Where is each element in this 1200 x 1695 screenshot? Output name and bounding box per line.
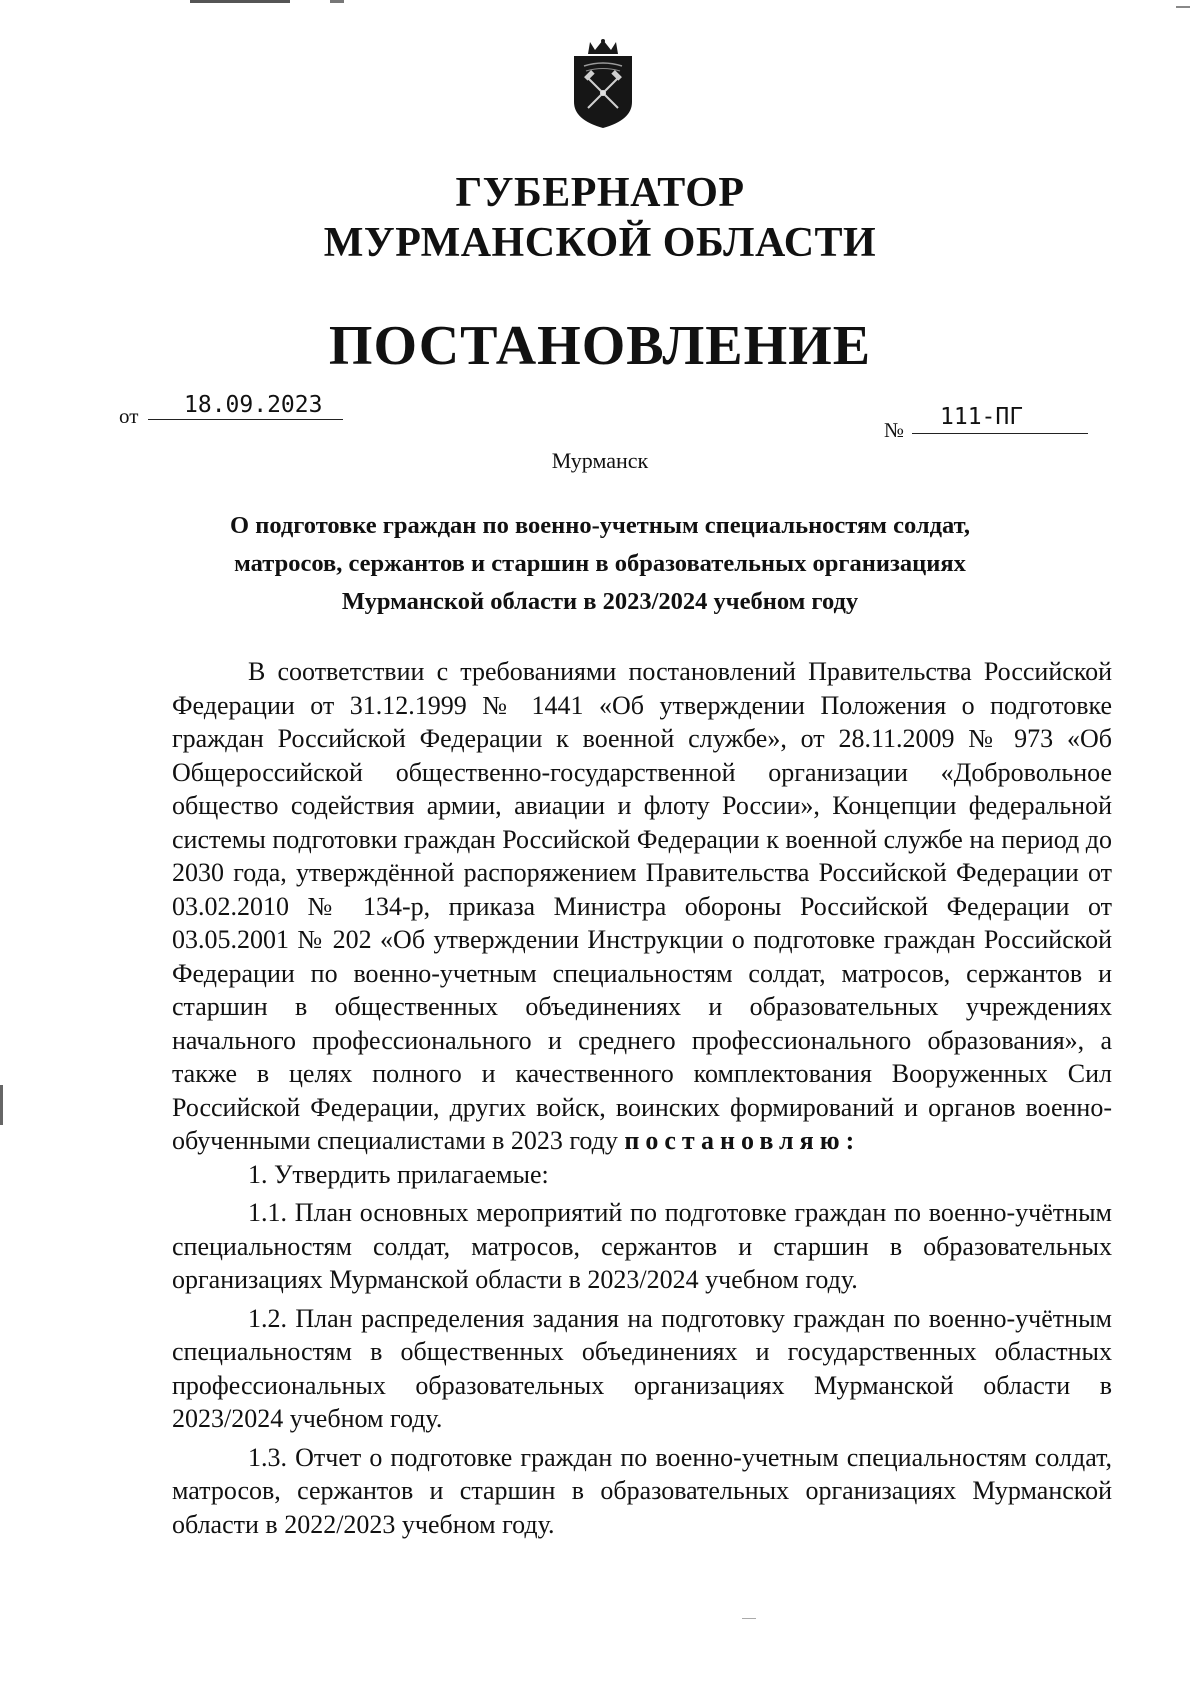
number-field: 111-ПГ bbox=[912, 404, 1088, 434]
preamble-text: В соответствии с требованиями постановлений Правительства Российской Федерации от 31.12.1999 № 1441 «Об утверждении Положения о подготовке граждан Российской Федерации к военной службе», от 28.11.2009 № 973 «Об Общероссийской общественно-государственной организации «Добровольное общество содействия армии, авиации и флоту России», Концепции федеральной системы подготовки граждан Российской Федерации к военной службе на период до 2030 года, утверждённой распоряжением Правительства Российской Федерации от 03.02.2010 № 134-р, приказа Министра обороны Российской Федерации от 03.05.2001 № 202 «Об утверждении Инструкции о подготовке граждан Российской Федерации по военно-учетным специальностям солдат, матросов, сержантов и старшин в общественных объединениях и образовательных учреждениях начального профессионального и среднего профессионального образования», а также в целях полного и качественного комплектования Вооруженных Сил Российской Федерации, других войск, воинских формирований и органов военно-обученными специалистами в 2023 году bbox=[172, 657, 1112, 1155]
org-title-line2: МУРМАНСКОЙ ОБЛАСТИ bbox=[323, 220, 877, 266]
city-name: Мурманск bbox=[551, 448, 649, 473]
document-type-heading: ПОСТАНОВЛЕНИЕ bbox=[328, 315, 872, 377]
scan-artifact bbox=[190, 0, 290, 3]
document-subject: О подготовке граждан по военно-учетным специальностям солдат, матросов, сержантов и старшин в образовательных организациях Мурманской области в 2023/2024 учебном году bbox=[230, 512, 970, 615]
document-body bbox=[172, 655, 1112, 1541]
item-1: 1. Утвердить прилагаемые: bbox=[248, 1159, 549, 1189]
item-1-2: 1.2. План распределения задания на подготовку граждан по военно-учётным специальностям в общественных объединениях и государственных областных профессиональных образовательных организациях Мурманской области в 2023/2024 учебном году. bbox=[172, 1303, 1112, 1433]
scan-artifact bbox=[0, 1085, 3, 1125]
scan-artifact bbox=[330, 0, 344, 3]
org-title-line1: ГУБЕРНАТОР bbox=[455, 170, 745, 216]
date-label: от bbox=[119, 404, 139, 428]
number-label: № bbox=[884, 418, 905, 442]
preamble-paragraph bbox=[172, 655, 1112, 1158]
date-field: 18.09.2023 bbox=[148, 392, 343, 420]
coat-of-arms-icon bbox=[568, 38, 638, 130]
page-mark bbox=[742, 1618, 756, 1619]
scan-artifact bbox=[1176, 6, 1190, 8]
item-1-3: 1.3. Отчет о подготовке граждан по военно-учетным специальностям солдат, матросов, сержантов и старшин в образовательных организациях Мурманской области в 2022/2023 учебном году. bbox=[172, 1442, 1112, 1539]
item-1-1: 1.1. План основных мероприятий по подготовке граждан по военно-учётным специальностям солдат, матросов, сержантов и старшин в образовательных организациях Мурманской области в 2023/2024 учебном году. bbox=[172, 1198, 1112, 1294]
resolve-word: постановляю bbox=[624, 1126, 846, 1155]
resolve-colon: : bbox=[845, 1126, 855, 1155]
